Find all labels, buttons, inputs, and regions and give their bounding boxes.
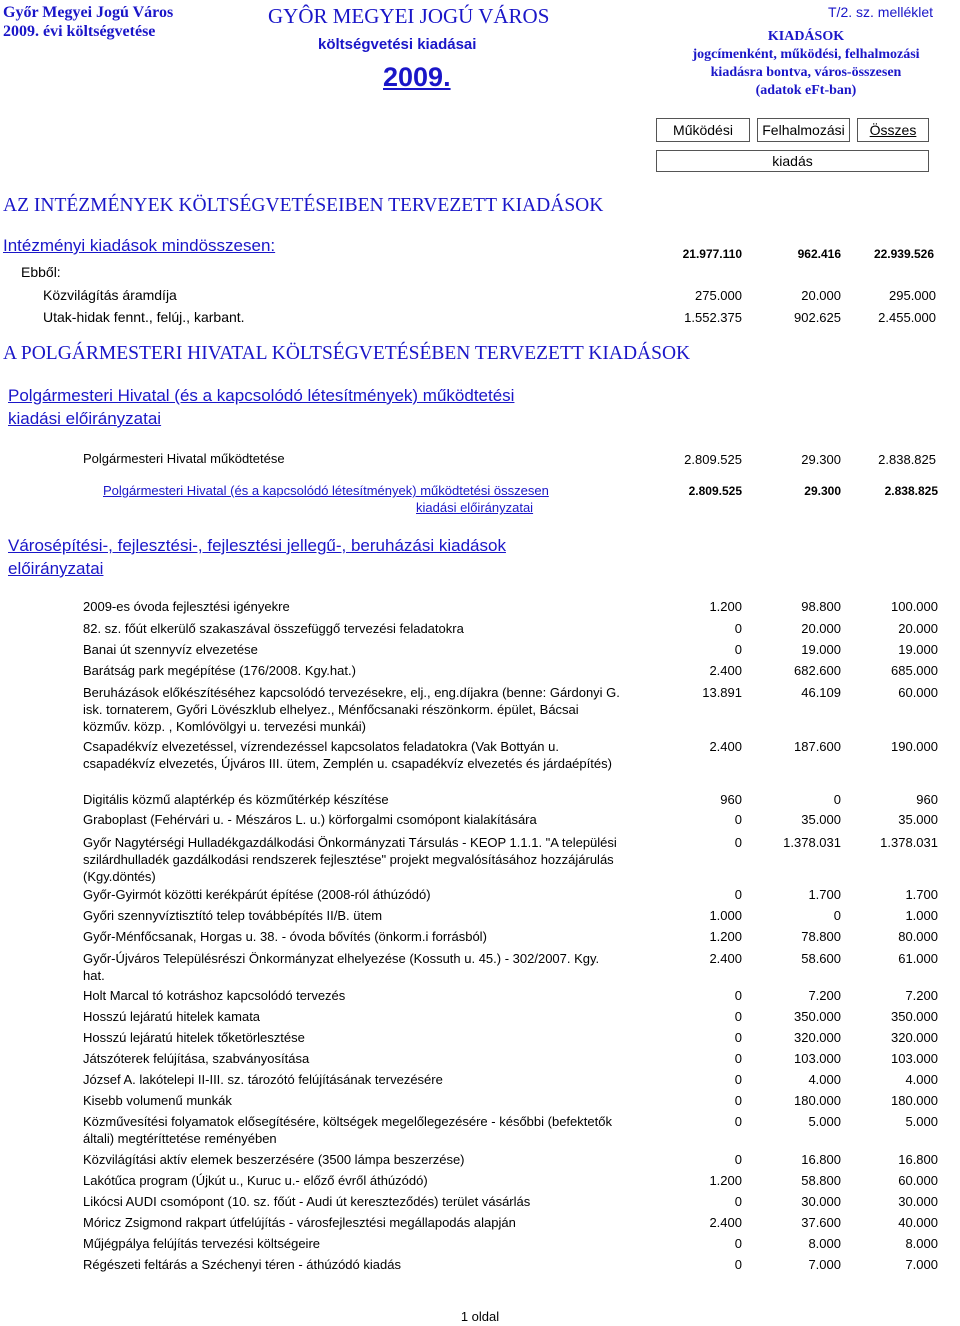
- header-center-subtitle: költségvetési kiadásai: [318, 36, 477, 53]
- investment-row-osszes: 4.000: [905, 1072, 938, 1087]
- mayor-office-sum-osszes: 2.838.825: [884, 484, 938, 498]
- investment-row-label: Közvilágítási aktív elemek beszerzésére (3500 lámpa beszerzése): [83, 1152, 465, 1167]
- investment-row-label: Műjégpálya felújítás tervezési költségeire: [83, 1236, 321, 1251]
- investment-row-felhalmozasi: 58.600: [801, 951, 841, 966]
- investment-row-mukodesi: 0: [734, 1236, 742, 1251]
- mayor-office-sum-label-line2: kiadási előirányzatai: [416, 500, 534, 515]
- investment-row-mukodesi: 1.200: [709, 929, 742, 944]
- investment-row-osszes: 19.000: [898, 642, 938, 657]
- investment-row-mukodesi: 0: [734, 1114, 742, 1129]
- institutions-row-felhalmozasi: 20.000: [801, 288, 841, 303]
- column-header-osszes: Összes: [857, 118, 929, 142]
- investment-row-mukodesi: 0: [734, 1009, 742, 1024]
- investment-row-felhalmozasi: 7.200: [808, 988, 841, 1003]
- investment-row-osszes: 20.000: [898, 621, 938, 636]
- institutions-row-felhalmozasi: 902.625: [794, 310, 841, 325]
- investment-row-mukodesi: 0: [734, 1030, 742, 1045]
- investment-row-label: Graboplast (Fehérvári u. - Mészáros L. u.) körforgalmi csomópont kialakítására: [83, 812, 537, 827]
- investment-row-osszes: 1.700: [905, 887, 938, 902]
- investment-row-osszes: 100.000: [891, 599, 938, 614]
- investment-row-mukodesi: 2.400: [709, 739, 742, 754]
- investment-row-label: Győr-Gyirmót közötti kerékpárút építése (2008-ról áthúzódó): [83, 887, 431, 902]
- investment-row-osszes: 190.000: [891, 739, 938, 754]
- investment-row-felhalmozasi: 19.000: [801, 642, 841, 657]
- investment-row-felhalmozasi: 682.600: [794, 663, 841, 678]
- investment-row-label: Csapadékvíz elvezetéssel, vízrendezéssel kapcsolatos feladatokra (Vak Bottyán u. csapadékvíz elvezetés, Újváros III. ütem, Zemplén u. csapadékvíz elvezetés és járdaépítés): [83, 739, 612, 771]
- mayor-office-sum-label-line1: Polgármesteri Hivatal (és a kapcsolódó létesítmények) működtetési összesen: [103, 483, 549, 498]
- institutions-total-osszes: 22.939.526: [873, 247, 934, 261]
- mayor-office-row-osszes: 2.838.825: [878, 452, 936, 467]
- investment-row-felhalmozasi: 1.378.031: [783, 835, 841, 850]
- institutions-row-osszes: 2.455.000: [878, 310, 936, 325]
- institutions-row-mukodesi: 275.000: [695, 288, 742, 303]
- mayor-office-subtitle-line1: Polgármesteri Hivatal (és a kapcsolódó létesítmények) működtetési: [8, 386, 515, 405]
- ebbol-label: Ebből:: [21, 264, 61, 280]
- investment-row-osszes: 685.000: [891, 663, 938, 678]
- investment-row-osszes: 60.000: [898, 1173, 938, 1188]
- column-header-kiadas: kiadás: [656, 150, 929, 172]
- section-mayor-office-title: A POLGÁRMESTERI HIVATAL KÖLTSÉGVETÉSÉBEN TERVEZETT KIADÁSOK: [3, 343, 691, 364]
- investment-row-felhalmozasi: 103.000: [794, 1051, 841, 1066]
- investment-row-felhalmozasi: 7.000: [808, 1257, 841, 1272]
- investment-row-felhalmozasi: 98.800: [801, 599, 841, 614]
- mayor-office-sum-felhalmozasi: 29.300: [804, 484, 841, 498]
- investment-row-mukodesi: 0: [734, 812, 742, 827]
- investment-row-felhalmozasi: 46.109: [801, 685, 841, 700]
- investment-row-mukodesi: 1.200: [709, 1173, 742, 1188]
- investment-row-felhalmozasi: 320.000: [794, 1030, 841, 1045]
- investment-title-line1: Városépítési-, fejlesztési-, fejlesztési jellegű-, beruházási kiadások: [8, 536, 506, 555]
- investment-row-felhalmozasi: 20.000: [801, 621, 841, 636]
- investment-row-felhalmozasi: 1.700: [808, 887, 841, 902]
- investment-row-label: József A. lakótelepi II-III. sz. tározótó felújításának tervezésére: [83, 1072, 443, 1087]
- investment-title-line2: előirányzatai: [8, 559, 104, 578]
- investment-row-label: Győr-Újváros Településrészi Önkormányzat elhelyezése (Kossuth u. 45.) - 302/2007. Kgy. hat.: [83, 951, 600, 983]
- investment-row-label: Barátság park megépítése (176/2008. Kgy.hat.): [83, 663, 356, 678]
- investment-row-label: Digitális közmű alaptérkép és közműtérkép készítése: [83, 792, 389, 807]
- investment-row-felhalmozasi: 35.000: [801, 812, 841, 827]
- investment-row-felhalmozasi: 16.800: [801, 1152, 841, 1167]
- investment-row-mukodesi: 2.400: [709, 951, 742, 966]
- institutions-row-mukodesi: 1.552.375: [684, 310, 742, 325]
- investment-row-felhalmozasi: 187.600: [794, 739, 841, 754]
- investment-row-osszes: 103.000: [891, 1051, 938, 1066]
- investment-row-osszes: 1.000: [905, 908, 938, 923]
- institutions-total-mukodesi: 21.977.110: [682, 247, 742, 261]
- investment-row-osszes: 40.000: [898, 1215, 938, 1230]
- investment-row-mukodesi: 960: [720, 792, 742, 807]
- investment-row-mukodesi: 2.400: [709, 663, 742, 678]
- investment-row-mukodesi: 2.400: [709, 1215, 742, 1230]
- investment-row-osszes: 180.000: [891, 1093, 938, 1108]
- investment-row-label: Hosszú lejáratú hitelek tőketörlesztése: [83, 1030, 305, 1045]
- investment-row-felhalmozasi: 78.800: [801, 929, 841, 944]
- header-center-year: 2009.: [383, 62, 451, 92]
- investment-row-osszes: 350.000: [891, 1009, 938, 1024]
- investment-row-osszes: 60.000: [898, 685, 938, 700]
- investment-row-felhalmozasi: 350.000: [794, 1009, 841, 1024]
- investment-row-label: Győri szennyvíztisztító telep továbbépítés II/B. ütem: [83, 908, 383, 923]
- header-right-title: KIADÁSOK: [767, 29, 845, 44]
- investment-row-mukodesi: 0: [734, 887, 742, 902]
- institutions-total-felhalmozasi: 962.416: [797, 247, 841, 261]
- investment-row-osszes: 61.000: [898, 951, 938, 966]
- investment-row-label: Likócsi AUDI csomópont (10. sz. főút - Audi út kereszteződés) terület vásárlás: [83, 1194, 531, 1209]
- investment-row-osszes: 16.800: [898, 1152, 938, 1167]
- investment-row-label: 82. sz. főút elkerülő szakaszával összefüggő tervezési feladatokra: [83, 621, 464, 636]
- investment-row-osszes: 320.000: [891, 1030, 938, 1045]
- investment-row-mukodesi: 0: [734, 621, 742, 636]
- investment-row-felhalmozasi: 30.000: [801, 1194, 841, 1209]
- investment-row-felhalmozasi: 0: [833, 792, 841, 807]
- investment-row-label: Kisebb volumenű munkák: [83, 1093, 232, 1108]
- header-attachment-ref: T/2. sz. melléklet: [828, 4, 934, 20]
- mayor-office-subtitle-line2: kiadási előirányzatai: [8, 409, 162, 428]
- investment-row-mukodesi: 0: [734, 835, 742, 850]
- mayor-office-sum-mukodesi: 2.809.525: [688, 484, 742, 498]
- header-city-name: Győr Megyei Jogú Város: [3, 4, 174, 21]
- institutions-total-label: Intézményi kiadások mindösszesen:: [3, 236, 276, 255]
- investment-row-label: Holt Marcal tó kotráshoz kapcsolódó tervezés: [83, 988, 346, 1003]
- investment-row-osszes: 30.000: [898, 1194, 938, 1209]
- header-center-title: GYÔR MEGYEI JOGÚ VÁROS: [268, 4, 550, 28]
- institutions-row-label: Közvilágítás áramdíja: [43, 287, 177, 303]
- investment-row-felhalmozasi: 4.000: [808, 1072, 841, 1087]
- investment-row-mukodesi: 0: [734, 1051, 742, 1066]
- header-right-line3: (adatok eFt-ban): [755, 83, 857, 98]
- mayor-office-row-label: Polgármesteri Hivatal működtetése: [83, 451, 285, 466]
- investment-row-felhalmozasi: 5.000: [808, 1114, 841, 1129]
- investment-row-felhalmozasi: 37.600: [801, 1215, 841, 1230]
- investment-row-felhalmozasi: 180.000: [794, 1093, 841, 1108]
- page-number: 1 oldal: [460, 1309, 500, 1324]
- investment-row-mukodesi: 13.891: [702, 685, 742, 700]
- mayor-office-row-felhalmozasi: 29.300: [801, 452, 841, 467]
- investment-row-osszes: 8.000: [905, 1236, 938, 1251]
- institutions-row-osszes: 295.000: [889, 288, 936, 303]
- header-right-line1: jogcímenként, működési, felhalmozási: [692, 47, 920, 62]
- section-institutions-title: AZ INTÉZMÉNYEK KÖLTSÉGVETÉSEIBEN TERVEZETT KIADÁSOK: [3, 195, 604, 216]
- investment-row-mukodesi: 0: [734, 1093, 742, 1108]
- investment-row-mukodesi: 0: [734, 1194, 742, 1209]
- mayor-office-row-mukodesi: 2.809.525: [684, 452, 742, 467]
- column-header-felhalmozasi: Felhalmozási: [757, 118, 850, 142]
- investment-row-label: Régészeti feltárás a Széchenyi téren - áthúzódó kiadás: [83, 1257, 401, 1272]
- header-right-line2: kiadásra bontva, város-összesen: [710, 65, 902, 80]
- header-budget-year: 2009. évi költségvetése: [3, 23, 156, 40]
- investment-row-osszes: 5.000: [905, 1114, 938, 1129]
- investment-row-felhalmozasi: 8.000: [808, 1236, 841, 1251]
- investment-row-osszes: 80.000: [898, 929, 938, 944]
- investment-row-mukodesi: 0: [734, 988, 742, 1003]
- investment-row-mukodesi: 0: [734, 1072, 742, 1087]
- column-header-mukodesi: Működési: [656, 118, 750, 142]
- investment-row-label: 2009-es óvoda fejlesztési igényekre: [83, 599, 290, 614]
- investment-row-label: Közművesítési folyamatok elősegítésére, költségek megelőlegezésére - későbbi (befektetők általi) megtéríttetése reményében: [83, 1114, 612, 1146]
- investment-row-felhalmozasi: 58.800: [801, 1173, 841, 1188]
- investment-row-label: Győr Nagytérségi Hulladékgazdálkodási Önkormányzati Társulás - KEOP 1.1.1. "A települési szilárdhulladék gazdálkodási rendszerek fejlesztése" projekt megvalósításához hozzájárulás (Kgy.döntés): [83, 835, 617, 884]
- investment-row-label: Banai út szennyvíz elvezetése: [83, 642, 258, 657]
- investment-row-osszes: 35.000: [898, 812, 938, 827]
- investment-row-mukodesi: 1.000: [709, 908, 742, 923]
- investment-row-mukodesi: 1.200: [709, 599, 742, 614]
- investment-row-felhalmozasi: 0: [833, 908, 841, 923]
- investment-row-mukodesi: 0: [734, 1257, 742, 1272]
- investment-row-label: Lakótűca program (Újkút u., Kuruc u.- előző évről áthúzódó): [83, 1173, 428, 1188]
- investment-row-osszes: 960: [916, 792, 938, 807]
- investment-row-label: Győr-Ménfőcsanak, Horgas u. 38. - óvoda bővítés (önkorm.i forrásból): [83, 929, 487, 944]
- investment-row-osszes: 7.000: [905, 1257, 938, 1272]
- investment-row-label: Hosszú lejáratú hitelek kamata: [83, 1009, 261, 1024]
- investment-row-label: Játszóterek felújítása, szabványosítása: [83, 1051, 310, 1066]
- investment-row-mukodesi: 0: [734, 1152, 742, 1167]
- institutions-row-label: Utak-hidak fennt., felúj., karbant.: [43, 309, 245, 325]
- investment-row-osszes: 7.200: [905, 988, 938, 1003]
- investment-row-osszes: 1.378.031: [880, 835, 938, 850]
- investment-row-label: Móricz Zsigmond rakpart útfelújítás - városfejlesztési megállapodás alapján: [83, 1215, 516, 1230]
- investment-row-label: Beruházások előkészítéséhez kapcsolódó tervezésekre, elj., eng.díjakra (benne: Gárdonyi G. isk. tornaterem, Győri Lövészklub elhelyez., Ménfőcsanaki részönkorm. épület, Bácsai közműv. közp. , Komlóvölgyi u. tervezési munkái): [83, 685, 620, 734]
- investment-row-mukodesi: 0: [734, 642, 742, 657]
